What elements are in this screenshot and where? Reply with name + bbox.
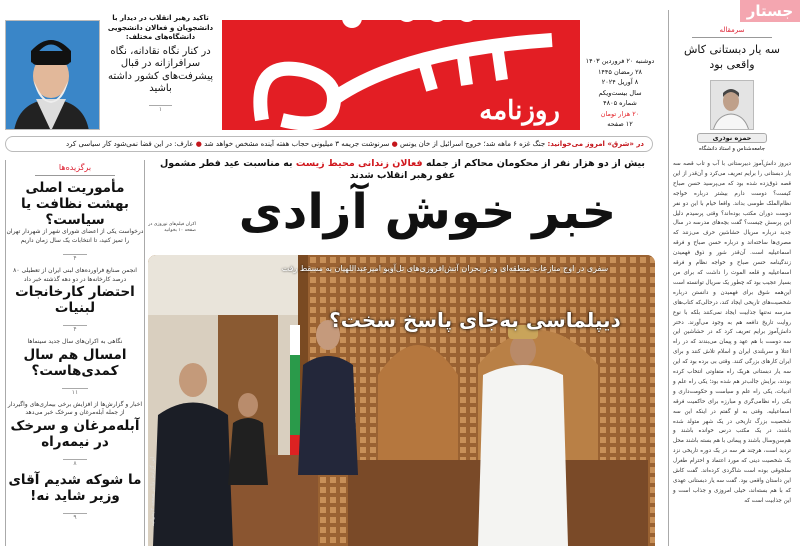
- main-subheadline: [150, 158, 655, 182]
- page-count: ۱۲ صفحه: [607, 120, 633, 128]
- newspaper-logo: [222, 20, 580, 130]
- story-title: امسال هم سال کمدی‌هاست؟: [23, 346, 127, 379]
- story-summary: اخبار و گزارش‌ها از افزایش برخی بیماری‌های واگیردار از جمله آبله‌مرغان و سرخک خبر می‌دهد: [7, 400, 143, 416]
- ticker-item[interactable]: عارف: در این فضا نمی‌شود کار سیاسی کرد: [65, 140, 194, 148]
- story-item[interactable]: [6, 338, 144, 398]
- date-line: ۲۸ رمضان ۱۴۴۵: [597, 67, 643, 76]
- story-title: ما شوکه شدیم آقای وزیر شاید نه!: [8, 471, 142, 504]
- leader-portrait-photo: [5, 20, 100, 130]
- story-summary: نگاهی به اکران‌های سال جدید سینماها: [27, 338, 123, 345]
- main-headline[interactable]: خبر خوش آزادی: [238, 184, 617, 240]
- editorial-column: [668, 10, 795, 546]
- photo-credit: این گزارش را در صفحه ۲ بخوانید: [150, 456, 156, 526]
- date-line: ۸ آوریل ۲۰۲۴: [601, 78, 639, 86]
- story-title: احتضار کارخانجات لبنیات: [15, 284, 135, 316]
- editorial-body: دیروز دانش‌آموز دبیرستانی با آب و تاب قصه سه یار دبستانی را برایم تعریف می‌کرد و آن‌قدر از این قصه ذوق‌زده شده بود که می‌پرسید حسن صباح کیست؟ دوست دارم بیشتر درباره خواجه نظام‌الملک طوسی بداند. واقعا خیام با این دو نفر دوست دوران مکتب بوده‌اند؟ وقتی پرسیدم دلیل این پرسش چیست؟ گفت بچه‌های مدرسه در سال جدید درباره سریال حشاشین حرف می‌زنند که مصری‌ها ساخته‌اند و درباره حسن صباح و فرقه اسماعیلیه است. آن‌قدر شور و ذوق فهمیدن زندگینامه حسن صباح و خواجه نظام و فرقه اسماعیلیه و قلعه الموت را داشت که برای من بسیار عجیب بود که چطور یک سریال توانسته است این‌همه شوق برای فهمیدن و دانستن درباره شخصیت‌های تاریخی ایجاد کند، درحالی‌که کتاب‌های مدرسه نه‌تنها جذابیت ایجاد نمی‌کنند بلکه با نوع روایت تاریخ دافعه هم به وجود می‌آورند. دختر دانش‌آموز برایم تعریف کرد که در حشاشین این سه دوست با هم عهد و پیمان می‌بندند که در راه اعتلا و سربلندی ایران و اسلام تلاش کنند و برای ایران کارهای بزرگی کنند. وقتی بی برده بود که این سه یار دبستانی هریک راه متفاوتی انتخاب کرده بودند، برایش جالب‌تر هم شده بود؛ یکی راه علم و ادبیات، یکی راه علم و سیاست و حکومت‌داری و یکی راه نظامی‌گری و مبارزه برای حاکمیت فرقه اسماعیلیه. وقتی به او گفتم در اینکه این سه شخصیت بزرگ تاریخی در یک شهر متولد شده باشند، در یک مکتب درس خوانده باشند و هم‌سن‌وسال باشند و پیمانی با هم بسته باشند محل تردید است، هرچند هر سه در یک دوره تاریخی نزد یک شخصیت دینی که مورد اعتماد و احترام طغرل سلجوقی بوده است شاگردی کرده‌اند. گفت کاش این داستان واقعی بود. گفت سه یار دبستانی عهدی که با هم بسته‌اند، خیلی امروزی و جذاب است و این جذابیت است که: [673, 161, 791, 504]
- page-ref: ۱۱: [62, 388, 88, 397]
- story-item[interactable]: [6, 180, 144, 264]
- divider: [35, 175, 115, 176]
- photo-side-caption: اکران فیلم‌های نوروزی در صفحه ۱۰ بخوانید: [148, 222, 196, 233]
- page-ref: ۹: [63, 513, 86, 522]
- ticker-lead: در «شرق» امروز می‌خوانید:: [547, 140, 644, 148]
- issue-info: [582, 56, 658, 130]
- story-summary: درخواست یکی از اعضای شورای شهر از شهردار تهران را تمیز کنید، تا انتخابات یک سال زمان داریم: [6, 228, 144, 244]
- page-ref: ۱: [149, 105, 172, 114]
- subheadline-text: بیش از دو هزار نفر از محکومان محاکم از جمله: [425, 158, 645, 169]
- news-ticker[interactable]: [5, 136, 653, 152]
- author-role: جامعه‌شناس و استاد دانشگاه: [698, 146, 766, 152]
- story-item[interactable]: [6, 401, 144, 469]
- logo-subtitle: روزنامه: [479, 96, 560, 126]
- date-line: دوشنبه ۲۰ فروردین ۱۴۰۳: [585, 57, 655, 65]
- page-ref: ۴: [63, 254, 86, 263]
- issue-number: شماره ۴۸۰۵: [603, 99, 637, 107]
- photo-kicker: سفری در اوج منازعات منطقه‌ای و در بحران آتش‌افروزی‌های تل‌آویو امیرعبداللهیان به مسقط رفت: [281, 264, 609, 273]
- highlights-column: [5, 160, 145, 546]
- author-photo: [710, 80, 754, 130]
- section-label: سرمقاله: [719, 26, 745, 34]
- page-ref: ۸: [63, 459, 86, 468]
- ticker-item[interactable]: جنگ غزه ۶ ماهه شد؛ خروج اسرائیل از خان یونس: [400, 140, 546, 148]
- volume-line: سال بیست‌ویکم: [598, 88, 642, 97]
- teaser-title: در کنار نگاه نقادانه، نگاه سرافرازانه در قبال پیشرفت‌های کشور داشته باشید: [107, 45, 213, 94]
- page-ref: ۴: [63, 325, 86, 334]
- editorial-title[interactable]: سه یار دبستانی کاش واقعی بود: [683, 43, 781, 71]
- story-item[interactable]: [6, 267, 144, 335]
- story-title: آبله‌مرغان و سرخک در نیمه‌راه: [10, 417, 140, 450]
- section-label: برگزیده‌ها: [58, 163, 92, 172]
- bullet-icon: ●: [391, 140, 398, 148]
- author-name: حمزه نوذری: [697, 133, 767, 143]
- photo-headline[interactable]: دیپلماسی به‌جای پاسخ سخت؟: [329, 308, 621, 332]
- lead-photo[interactable]: [148, 255, 655, 546]
- ticker-item[interactable]: سرنوشت جریمه ۳ میلیونی حجاب هفته آینده مشخص خواهد شد: [204, 140, 390, 148]
- teaser-kicker: تاکید رهبر انقلاب در دیدار با دانشجویان و فعالان دانشجویی دانشگاه‌های مختلف:: [107, 14, 214, 41]
- bullet-icon: ●: [195, 140, 202, 148]
- story-summary: انجمن صنایع فراورده‌های لبنی ایران از تعطیلی ۸۰ درصد کارخانه‌ها در دو دهه گذشته خبر داد: [13, 267, 137, 283]
- divider: [692, 37, 772, 38]
- teaser-story[interactable]: [102, 14, 219, 132]
- price: ۲۰ هزار تومان: [600, 109, 640, 118]
- section-tab: جستار: [740, 0, 800, 22]
- subheadline-text: به مناسبت عید فطر مشمول عفو رهبر انقلاب شدند: [160, 158, 456, 181]
- subheadline-highlight: فعالان زندانی محیط زیست: [295, 158, 423, 169]
- story-title: مأموریت اصلی بهشت نظافت یا سیاست؟: [21, 180, 129, 228]
- story-item[interactable]: [6, 472, 144, 523]
